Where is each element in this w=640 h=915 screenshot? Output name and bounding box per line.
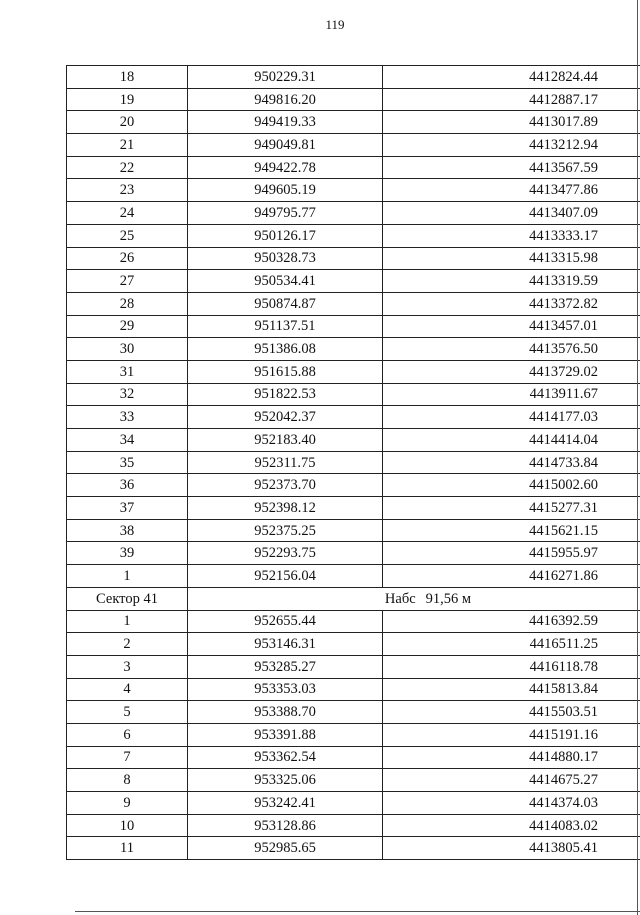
y-coordinate: 4413457.01 xyxy=(383,315,640,338)
x-coordinate: 951822.53 xyxy=(188,383,383,406)
x-coordinate: 949605.19 xyxy=(188,179,383,202)
y-coordinate: 4412887.17 xyxy=(383,88,640,111)
scan-edge-bottom xyxy=(75,911,640,912)
y-coordinate: 4415191.16 xyxy=(383,723,640,746)
table-row xyxy=(67,519,640,542)
y-coordinate: 4416392.59 xyxy=(383,610,640,633)
point-number: 2 xyxy=(67,633,188,656)
x-coordinate: 952985.65 xyxy=(188,837,383,860)
scan-edge-right xyxy=(637,0,638,915)
point-number: 36 xyxy=(67,474,188,497)
x-coordinate: 952183.40 xyxy=(188,429,383,452)
table-row xyxy=(67,497,640,520)
x-coordinate: 949816.20 xyxy=(188,88,383,111)
point-number: 32 xyxy=(67,383,188,406)
table-row xyxy=(67,429,640,452)
x-coordinate: 950534.41 xyxy=(188,270,383,293)
point-number: 21 xyxy=(67,134,188,157)
x-coordinate: 952373.70 xyxy=(188,474,383,497)
table-row xyxy=(67,360,640,383)
y-coordinate: 4416118.78 xyxy=(383,655,640,678)
point-number: 33 xyxy=(67,406,188,429)
table-row xyxy=(67,655,640,678)
y-coordinate: 4413911.67 xyxy=(383,383,640,406)
point-number: 31 xyxy=(67,360,188,383)
table-row xyxy=(67,202,640,225)
x-coordinate: 950328.73 xyxy=(188,247,383,270)
point-number: 23 xyxy=(67,179,188,202)
y-coordinate: 4415002.60 xyxy=(383,474,640,497)
point-number: 39 xyxy=(67,542,188,565)
table-row xyxy=(67,406,640,429)
table-row xyxy=(67,837,640,860)
point-number: 28 xyxy=(67,292,188,315)
point-number: 5 xyxy=(67,701,188,724)
point-number: 4 xyxy=(67,678,188,701)
table-row xyxy=(67,66,640,89)
point-number: 1 xyxy=(67,610,188,633)
point-number: 10 xyxy=(67,814,188,837)
point-number: 3 xyxy=(67,655,188,678)
y-coordinate: 4415503.51 xyxy=(383,701,640,724)
y-coordinate: 4414880.17 xyxy=(383,746,640,769)
y-coordinate: 4415813.84 xyxy=(383,678,640,701)
table-row xyxy=(67,338,640,361)
page-number: 119 xyxy=(325,17,345,32)
y-coordinate: 4414414.04 xyxy=(383,429,640,452)
table-row xyxy=(67,315,640,338)
x-coordinate: 953242.41 xyxy=(188,792,383,815)
point-number: 35 xyxy=(67,451,188,474)
point-number: 1 xyxy=(67,565,188,588)
point-number: 19 xyxy=(67,88,188,111)
x-coordinate: 953388.70 xyxy=(188,701,383,724)
y-coordinate: 4413477.86 xyxy=(383,179,640,202)
x-coordinate: 949049.81 xyxy=(188,134,383,157)
point-number: 9 xyxy=(67,792,188,815)
x-coordinate: 950229.31 xyxy=(188,66,383,89)
x-coordinate: 953146.31 xyxy=(188,633,383,656)
y-coordinate: 4414675.27 xyxy=(383,769,640,792)
y-coordinate: 4413729.02 xyxy=(383,360,640,383)
table-row xyxy=(67,88,640,111)
table-row xyxy=(67,746,640,769)
table-row xyxy=(67,179,640,202)
x-coordinate: 952311.75 xyxy=(188,451,383,474)
table-row xyxy=(67,156,640,179)
x-coordinate: 953285.27 xyxy=(188,655,383,678)
y-coordinate: 4415621.15 xyxy=(383,519,640,542)
table-row xyxy=(67,678,640,701)
x-coordinate: 953362.54 xyxy=(188,746,383,769)
table-row xyxy=(67,701,640,724)
table-row xyxy=(67,451,640,474)
x-coordinate: 951615.88 xyxy=(188,360,383,383)
table-row xyxy=(67,814,640,837)
x-coordinate: 952156.04 xyxy=(188,565,383,588)
y-coordinate: 4413315.98 xyxy=(383,247,640,270)
point-number: 22 xyxy=(67,156,188,179)
x-coordinate: 953391.88 xyxy=(188,723,383,746)
table-row xyxy=(67,723,640,746)
table-row xyxy=(67,247,640,270)
table-row xyxy=(67,270,640,293)
point-number: 20 xyxy=(67,111,188,134)
y-coordinate: 4416511.25 xyxy=(383,633,640,656)
y-coordinate: 4413567.59 xyxy=(383,156,640,179)
point-number: 26 xyxy=(67,247,188,270)
point-number: 27 xyxy=(67,270,188,293)
y-coordinate: 4414733.84 xyxy=(383,451,640,474)
table-row xyxy=(67,610,640,633)
y-coordinate: 4414177.03 xyxy=(383,406,640,429)
table-row xyxy=(67,224,640,247)
y-coordinate: 4415277.31 xyxy=(383,497,640,520)
table-row xyxy=(67,633,640,656)
table-row xyxy=(67,292,640,315)
x-coordinate: 952398.12 xyxy=(188,497,383,520)
table-row xyxy=(67,565,640,588)
point-number: 25 xyxy=(67,224,188,247)
height-value: 91,56 м xyxy=(425,590,472,607)
height-label: Набс xyxy=(384,590,416,607)
section-label: Сектор 41 xyxy=(67,587,188,610)
x-coordinate: 951137.51 xyxy=(188,315,383,338)
x-coordinate: 952042.37 xyxy=(188,406,383,429)
y-coordinate: 4415955.97 xyxy=(383,542,640,565)
y-coordinate: 4416271.86 xyxy=(383,565,640,588)
point-number: 34 xyxy=(67,429,188,452)
point-number: 29 xyxy=(67,315,188,338)
y-coordinate: 4413319.59 xyxy=(383,270,640,293)
x-coordinate: 950126.17 xyxy=(188,224,383,247)
y-coordinate: 4414374.03 xyxy=(383,792,640,815)
point-number: 18 xyxy=(67,66,188,89)
table-row xyxy=(67,792,640,815)
table-row xyxy=(67,542,640,565)
x-coordinate: 949419.33 xyxy=(188,111,383,134)
table-row xyxy=(67,383,640,406)
table-row xyxy=(67,769,640,792)
section-height-cell xyxy=(188,587,640,610)
y-coordinate: 4413407.09 xyxy=(383,202,640,225)
x-coordinate: 951386.08 xyxy=(188,338,383,361)
point-number: 24 xyxy=(67,202,188,225)
x-coordinate: 953325.06 xyxy=(188,769,383,792)
x-coordinate: 952293.75 xyxy=(188,542,383,565)
table-row xyxy=(67,134,640,157)
y-coordinate: 4413372.82 xyxy=(383,292,640,315)
point-number: 30 xyxy=(67,338,188,361)
x-coordinate: 953128.86 xyxy=(188,814,383,837)
x-coordinate: 949422.78 xyxy=(188,156,383,179)
x-coordinate: 952375.25 xyxy=(188,519,383,542)
section-row xyxy=(67,587,640,610)
y-coordinate: 4413333.17 xyxy=(383,224,640,247)
x-coordinate: 949795.77 xyxy=(188,202,383,225)
table-row xyxy=(67,111,640,134)
point-number: 8 xyxy=(67,769,188,792)
y-coordinate: 4412824.44 xyxy=(383,66,640,89)
point-number: 37 xyxy=(67,497,188,520)
coordinates-table-body xyxy=(67,66,640,860)
table-row xyxy=(67,474,640,497)
x-coordinate: 950874.87 xyxy=(188,292,383,315)
y-coordinate: 4413212.94 xyxy=(383,134,640,157)
x-coordinate: 953353.03 xyxy=(188,678,383,701)
y-coordinate: 4414083.02 xyxy=(383,814,640,837)
point-number: 7 xyxy=(67,746,188,769)
point-number: 11 xyxy=(67,837,188,860)
x-coordinate: 952655.44 xyxy=(188,610,383,633)
point-number: 38 xyxy=(67,519,188,542)
point-number: 6 xyxy=(67,723,188,746)
y-coordinate: 4413017.89 xyxy=(383,111,640,134)
y-coordinate: 4413576.50 xyxy=(383,338,640,361)
coordinates-table xyxy=(66,65,640,860)
y-coordinate: 4413805.41 xyxy=(383,837,640,860)
